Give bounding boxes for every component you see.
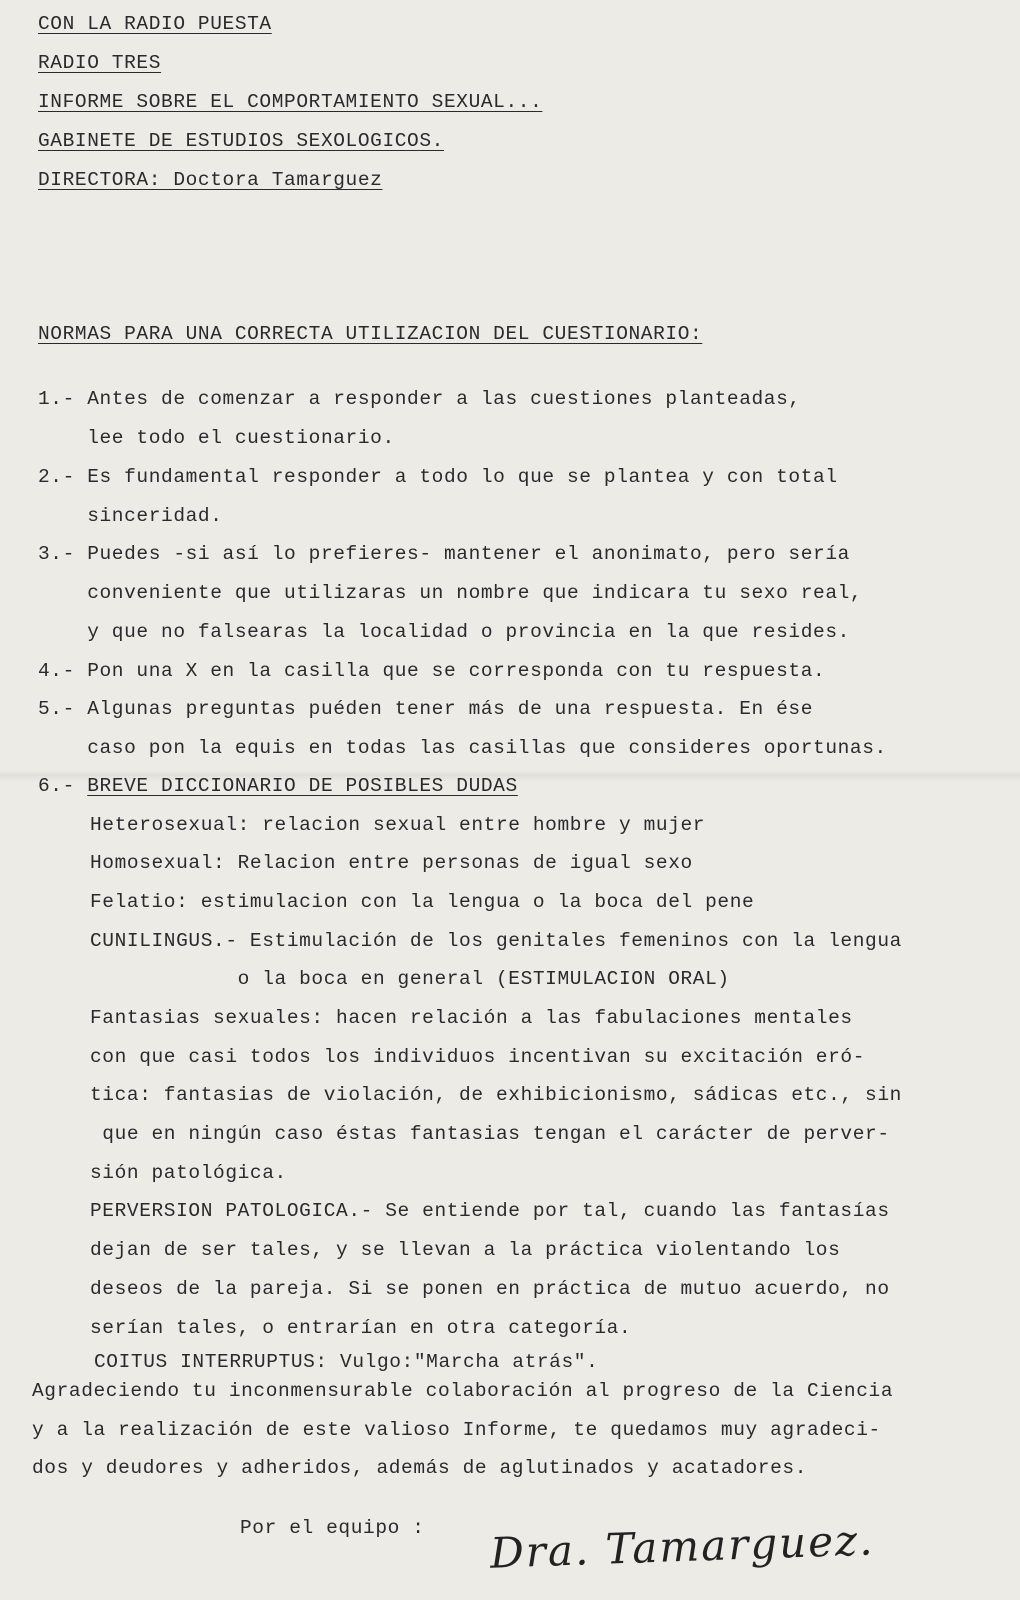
dictionary-line: CUNILINGUS.- Estimulación de los genitales femeninos con la lengua — [90, 930, 902, 952]
norm-line: caso pon la equis en todas las casillas que consideres oportunas. — [38, 737, 887, 759]
closing-line: Agradeciendo tu inconmensurable colaboración al progreso de la Ciencia — [32, 1380, 894, 1402]
dictionary-line: serían tales, o entrarían en otra categoría. — [90, 1317, 632, 1339]
cabinet-name: GABINETE DE ESTUDIOS SEXOLOGICOS. — [38, 130, 444, 152]
dictionary-line: con que casi todos los individuos incentivan su excitación eró- — [90, 1046, 866, 1068]
dictionary-line: sión patológica. — [90, 1162, 287, 1184]
item6-title: BREVE DICCIONARIO DE POSIBLES DUDAS — [87, 775, 518, 797]
dictionary-line: o la boca en general (ESTIMULACION ORAL) — [90, 968, 730, 990]
item6-number: 6.- — [38, 775, 88, 797]
closing-line: dos y deudores y adheridos, además de aglutinados y acatadores. — [32, 1457, 808, 1479]
norm-line: sinceridad. — [38, 505, 223, 527]
dictionary-line: deseos de la pareja. Si se ponen en práctica de mutuo acuerdo, no — [90, 1278, 890, 1300]
dictionary-line: Homosexual: Relacion entre personas de igual sexo — [90, 852, 693, 874]
norm-line: conveniente que utilizaras un nombre que indicara tu sexo real, — [38, 582, 863, 604]
director-line: DIRECTORA: Doctora Tamarguez — [38, 169, 383, 191]
closing-line: y a la realización de este valioso Informe, te quedamos muy agradeci- — [32, 1419, 881, 1441]
sign-off-label: Por el equipo : — [240, 1517, 425, 1539]
dictionary-line: dejan de ser tales, y se llevan a la práctica violentando los — [90, 1239, 841, 1261]
norm-line: 5.- Algunas preguntas puéden tener más de una respuesta. En ése — [38, 698, 814, 720]
norm-line: 3.- Puedes -si así lo prefieres- mantener el anonimato, pero sería — [38, 543, 850, 565]
report-title: INFORME SOBRE EL COMPORTAMIENTO SEXUAL... — [38, 91, 543, 113]
norms-title: NORMAS PARA UNA CORRECTA UTILIZACION DEL CUESTIONARIO: — [38, 323, 703, 345]
dictionary-line: Felatio: estimulacion con la lengua o la boca del pene — [90, 891, 755, 913]
norm-line: 1.- Antes de comenzar a responder a las cuestiones planteadas, — [38, 388, 801, 410]
dictionary-line: tica: fantasias de violación, de exhibicionismo, sádicas etc., sin — [90, 1084, 902, 1106]
program-name: CON LA RADIO PUESTA — [38, 13, 272, 35]
norm-line: y que no falsearas la localidad o provincia en la que resides. — [38, 621, 850, 643]
station-name: RADIO TRES — [38, 52, 162, 74]
dictionary-line: Fantasias sexuales: hacen relación a las fabulaciones mentales — [90, 1007, 853, 1029]
handwritten-signature: Dra. Tamarguez. — [489, 1515, 876, 1578]
dictionary-line: PERVERSION PATOLOGICA.- Se entiende por tal, cuando las fantasías — [90, 1200, 890, 1222]
dictionary-line: Heterosexual: relacion sexual entre hombre y mujer — [90, 814, 706, 836]
norm-line: 2.- Es fundamental responder a todo lo que se plantea y con total — [38, 466, 838, 488]
norm-line: lee todo el cuestionario. — [38, 427, 395, 449]
item6-heading — [38, 774, 518, 798]
dictionary-line: COITUS INTERRUPTUS: Vulgo:"Marcha atrás". — [94, 1351, 599, 1373]
norm-line: 4.- Pon una X en la casilla que se corresponda con tu respuesta. — [38, 660, 826, 682]
dictionary-line: que en ningún caso éstas fantasias tengan el carácter de perver- — [90, 1123, 890, 1145]
